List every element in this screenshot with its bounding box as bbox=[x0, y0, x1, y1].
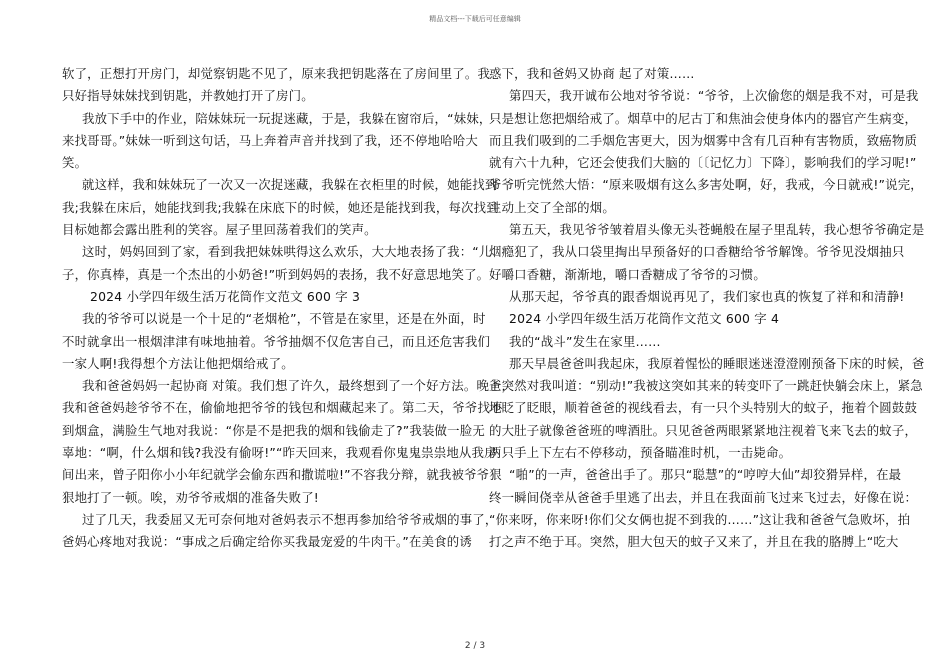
text-line: 主动上交了全部的烟。 bbox=[489, 199, 615, 215]
text-line: 好嚼口香糖，渐渐地，嚼口香糖成了爷爷的习惯。 bbox=[489, 266, 766, 282]
text-line: 爸妈心疼地对我说：“事成之后确定给你买我最宠爱的牛肉干。”在美食的诱 bbox=[62, 534, 472, 550]
text-line: 就这样，我和妹妹玩了一次又一次捉迷藏，我躲在衣柜里的时候，她能找到 bbox=[82, 177, 498, 193]
text-line: 间出来，曾子阳你小小年纪就学会偷东西和撒谎啦!”不容我分辩，就我被爷爷狠 bbox=[62, 467, 502, 483]
text-line: 不时就拿出一根烟津津有味地抽着。爷爷抽烟不仅危害自己，而且还危害我们 bbox=[62, 333, 491, 349]
text-line: 我的“战斗”发生在家里…… bbox=[509, 333, 661, 349]
page-number: 2 / 3 bbox=[464, 641, 486, 651]
text-line: 爷爷听完恍然大悟：“原来吸烟有这么多害处啊，好，我戒，今日就戒!”说完， bbox=[489, 177, 923, 193]
text-line: 子，你真棒，真是一个杰出的小奶爸!”听到妈妈的表扬，我不好意思地笑了。 bbox=[62, 266, 490, 282]
text-line: 从那天起，爷爷真的跟香烟说再见了，我们家也真的恢复了祥和和清静! bbox=[509, 288, 905, 304]
text-line: 终一瞬间侥幸从爸爸手里逃了出去，并且在我面前飞过来飞过去，好像在说： bbox=[489, 489, 918, 505]
text-line: 我和爸爸妈趁爷爷不在，偷偷地把爷爷的钱包和烟藏起来了。第二天，爷爷找不 bbox=[62, 400, 503, 416]
text-line: 这时，妈妈回到了家，看到我把妹妹哄得这么欢乐，大大地表扬了我：“儿 bbox=[82, 244, 492, 260]
text-line: 那天早晨爸爸叫我起床，我原着惺忪的睡眼迷迷澄澄刚预备下床的时候，爸 bbox=[509, 355, 925, 371]
text-line: 到烟盒，满脸生气地对我说：“你是不是把我的烟和钱偷走了?”我装做一脸无 bbox=[62, 422, 485, 438]
text-line: 两只手上下左右不停移动，预备瞄准时机，一击毙命。 bbox=[489, 445, 792, 461]
text-line: 只好指导妹妹找到钥匙，并教她打开了房门。 bbox=[62, 88, 314, 104]
text-line: “你来呀，你来呀!你们父女俩也捉不到我的……”这让我和爸爸气急败坏，拍 bbox=[489, 511, 911, 527]
text-line: 2024 小学四年级生活万花筒作文范文 600 字 3 bbox=[90, 288, 361, 304]
right-column bbox=[489, 63, 925, 554]
text-line: 软了，正想打开房门，却觉察钥匙不见了，原来我把钥匙落在了房间里了。我 bbox=[62, 66, 491, 81]
text-line: 笑。 bbox=[62, 155, 88, 171]
text-line: 我的爷爷可以说是一个十足的“老烟枪”，不管是在家里，还是在外面，时 bbox=[82, 311, 486, 327]
text-line: 我放下手中的作业，陪妹妹玩一玩捉迷藏，于是，我躲在窗帘后，“妹妹， bbox=[82, 110, 492, 126]
text-line: 过了几天，我委屈又无可奈何地对爸妈表示不想再参加给爷爷戒烟的事了， bbox=[82, 511, 498, 527]
text-line: 我;我躲在床后，她能找到我;我躲在床底下的时候，她还是能找到我，每次找到 bbox=[62, 199, 499, 215]
left-column bbox=[62, 63, 515, 554]
text-line: 就有六十九种，它还会使我们大脑的〔〔记忆力〕下降〕，影响我们的学习呢!” bbox=[489, 155, 917, 171]
page-header: 精品文档---下载后可任意编辑 bbox=[429, 15, 521, 23]
text-line: 狠地打了一顿。唉，劝爷爷戒烟的准备失败了! bbox=[62, 489, 319, 505]
text-line: 地眨了眨眼，顺着爸爸的视线看去，有一只个头特别大的蚊子，拖着个圆鼓鼓 bbox=[489, 400, 918, 416]
text-line: 第五天，我见爷爷皱着眉头像无头苍蝇般在屋子里乱转，我心想爷爷确定是 bbox=[509, 222, 925, 238]
text-line: 惑下，我和爸妈又协商 起了对策…… bbox=[489, 66, 695, 81]
text-line: 爸突然对我叫道：“别动!”我被这突如其来的转变吓了一跳赶快躺会床上，紧急 bbox=[489, 378, 923, 394]
text-line: 烟瘾犯了，我从口袋里掏出早预备好的口香糖给爷爷解馋。爷爷见没烟抽只 bbox=[489, 244, 905, 260]
text-line: 2024 小学四年级生活万花筒作文范文 600 字 4 bbox=[509, 311, 780, 327]
text-line: 的大肚子就像爸爸班的啤酒肚。只见爸爸两眼紧紧地注视着飞来飞去的蚊子， bbox=[489, 422, 918, 438]
text-line: 目标她都会露出胜利的笑容。屋子里回荡着我们的笑声。 bbox=[62, 222, 377, 238]
text-line: 第四天，我开诚布公地对爷爷说：“爷爷，上次偷您的烟是我不对，可是我 bbox=[509, 88, 919, 104]
text-line: 而且我们吸到的二手烟危害更大，因为烟雾中含有几百种有害物质，致癌物质 bbox=[489, 132, 918, 148]
text-line: 一家人啊!我得想个方法让他把烟给戒了。 bbox=[62, 355, 294, 371]
text-line: 打之声不绝于耳。突然，胆大包天的蚊子又来了，并且在我的胳膊上“吃大 bbox=[489, 534, 899, 550]
text-line: 只是想让您把烟给戒了。烟草中的尼古丁和焦油会使身体内的器官产生病变， bbox=[489, 110, 918, 126]
text-line: 来找哥哥。”妹妹一听到这句话，马上奔着声音并找到了我，还不停地哈哈大 bbox=[62, 132, 478, 148]
text-line: 辜地：“啊，什么烟和钱?我没有偷呀!”“昨天回来，我观看你鬼鬼祟祟地从我房 bbox=[62, 445, 497, 461]
text-line: “啪”的一声，爸爸出手了。那只“聪慧”的“哼哼大仙”却狡猾异样，在最 bbox=[509, 467, 902, 483]
text-line: 我和爸爸妈妈一起协商 对策。我们想了许久，最终想到了一个好方法。晚上， bbox=[82, 378, 515, 394]
